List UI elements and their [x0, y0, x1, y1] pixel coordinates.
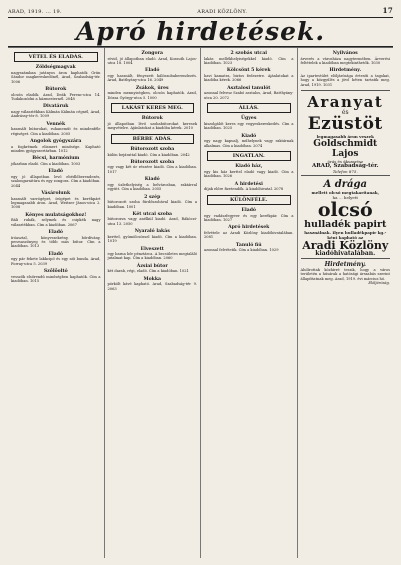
ad-text: Az ipartestület elöljárósága értesíti a tagokat, hogy a közgyűlés a jövő héten tartatik meg. Arad, 1919. 1031: [300, 73, 390, 87]
ad-title: Kényes mulatságokhoz!: [25, 212, 87, 218]
ad-title: Bécsi, harmónium: [32, 156, 80, 162]
ad-text: vesszők elsőrendű minőségben kaphatók. Cím a kiadóban. 1015: [11, 274, 101, 283]
ad-title: Zöldségmagvak: [35, 65, 76, 71]
ad-text: kiszolgálót keres egy vegyeskereskedés. Cím a kiadóban. 1025: [204, 121, 294, 131]
display-ad-line: Aranyat: [307, 93, 384, 112]
classified-ad: [11, 269, 101, 283]
ad-title: Két utcai szoba: [132, 211, 173, 217]
ad-text: egy használt, fényezett hálószobaberendezés. Arad, Batthyány-utca 16. 2049: [107, 73, 197, 83]
classified-ad: [204, 164, 294, 178]
header-date: ARAD, 1919. ... 19.: [8, 9, 62, 15]
ad-title: Szőlőoltó: [43, 269, 68, 275]
ad-text: két darab, régi, eladó. Cím a kiadóban. 1021: [107, 269, 189, 274]
classified-ad: [204, 86, 294, 100]
ad-title: Bútorozott szoba: [130, 147, 175, 153]
classified-ad: [11, 139, 101, 153]
official-notice: [301, 261, 391, 286]
ad-text: jókarban eladó. Cím a kiadóban. 1003: [11, 161, 81, 166]
classified-ad: [301, 68, 391, 87]
ad-title: Eladó: [145, 68, 160, 74]
ad-text: egy üzlethelyiség a belvárosban, raktárral együtt. Cím a kiadóban. 2055: [107, 182, 197, 192]
ad-title: Mokka: [143, 276, 161, 282]
classified-ad: [11, 104, 101, 118]
ad-text: minden mennyiségben, olcsón kaphatók. Arad, Dózsa György-utca 5. 1000: [107, 91, 197, 100]
section-title: Apró hirdetések.: [75, 17, 326, 46]
ad-text: pörkölt kávé kapható. Arad, Szabadság-tér 9. 2063: [107, 282, 197, 291]
column-2: [105, 48, 202, 558]
display-ad-line: Aradi Közlöny: [302, 239, 389, 253]
ad-text: bútorozva vagy anélkül kiadó. Arad, Rákóczi-utca 13. 2050: [107, 217, 197, 226]
display-ad-line: A drága: [323, 178, 367, 190]
ad-title: Bútorok: [45, 87, 67, 93]
classified-ad: [11, 252, 101, 266]
ad-text: jó állapotban lévő szobabútorokat keresek megvételre. Ajánlatokat a kiadóba kérek. 2010: [107, 121, 197, 131]
classified-ad: [108, 147, 198, 157]
classified-ad: [11, 65, 101, 84]
classified-ad: [108, 68, 198, 82]
display-ad-waste-paper: [301, 178, 391, 259]
ad-title: Bútorozott szoba: [130, 159, 175, 165]
ad-text: Báli ruhák, selymek és csipkék nagy választékban. Cím a kiadóban. 2067: [11, 218, 101, 227]
ad-text: egy vadászfegyver és egy kerékpár. Cím a kiadóban. 1027: [204, 213, 294, 222]
ad-title: 2 szobás utcai: [230, 51, 267, 56]
ad-title: Kiadó: [241, 133, 257, 139]
classified-ad: [204, 208, 294, 222]
classified-ad: [108, 177, 198, 191]
display-ad-line: és: [341, 109, 349, 117]
classified-ad: [108, 229, 198, 243]
ad-title: Vásárolunk: [41, 191, 71, 196]
ad-text: árverés a városháza nagytermében. Árverési feltételek a kiadóban megtekinthetők. 1030: [300, 56, 390, 65]
classified-ad: [204, 116, 294, 130]
ad-title: Kiadó ház,: [235, 164, 263, 170]
classified-ad: [108, 277, 198, 291]
classified-ad: [11, 122, 101, 136]
ad-title: A hirdetési: [234, 181, 263, 187]
ad-text: havi kamatra, biztos fedezetre. Ajánlatokat a kiadóba kérek. 2066: [204, 73, 294, 83]
classified-ad: [108, 247, 198, 261]
ad-title: Eladó: [48, 230, 63, 236]
display-ad-line: hulladék papirt: [304, 218, 387, 230]
classified-ad: [11, 87, 101, 101]
ad-title: Ügyes: [241, 116, 257, 122]
column-4: [298, 48, 394, 558]
classified-ad: [11, 230, 101, 249]
section-box-heading: BÉRBE ADÁS.: [111, 134, 195, 144]
ad-text: felvétele az Aradi Közlöny kiadóhivatalában. 2081: [204, 230, 294, 240]
ad-text: egy jó állapotban levő ebédlőberendezés, szalongarnitúra és egy zongora. Cím a kiadóban. 2044: [11, 174, 101, 188]
display-ad-line: ARAD, Szabadság-tér.: [311, 163, 379, 170]
classified-ad: [204, 134, 294, 148]
section-box-heading: KÜLÖNFÉLE.: [207, 195, 291, 205]
classified-ad: [108, 160, 198, 174]
ad-title: Kölcsönt 5 kérek: [226, 68, 271, 74]
ad-title: Nyilvános: [332, 51, 358, 56]
display-ad-line: használnak. Ilyen hulladékpapír kg.-ként kapható az: [304, 230, 387, 241]
ad-text: egy barna bőr pénztárca. A becsületes megtaláló jutalmat kap. Cím a kiadóban. 2060: [107, 252, 197, 261]
ad-text: külön bejárattal kiadó. Cím a kiadóban. 2042: [107, 152, 190, 157]
display-ad-line: olcsó: [317, 198, 373, 221]
classified-ad: [108, 86, 198, 100]
ad-title: Bútorok: [141, 116, 163, 122]
classified-ad: [11, 156, 101, 166]
notice-title: Hirdetmény.: [324, 260, 366, 268]
classified-ad: [11, 169, 101, 188]
ad-title: Eladó: [48, 251, 63, 257]
ad-title: Angolok gyógyszára: [30, 139, 82, 145]
ad-columns: [8, 47, 393, 558]
ad-title: Apró hirdetések: [228, 225, 270, 231]
classified-ad: [11, 191, 101, 210]
ad-title: Hirdetmény.: [329, 68, 362, 74]
ad-text: íróasztal, könyvszekrény, bőrdívány, perzsaszőnyeg és több más bútor. Cím a kiadóban. 1013: [11, 235, 101, 249]
header-paper-name: ARADI KÖZLÖNY.: [197, 9, 248, 15]
column-4-ads: [301, 51, 391, 87]
ad-text: használt bútorokat, ruhaneműt és mindenféle régiséget. Cím a kiadóban. 2005: [11, 127, 101, 136]
ad-text: olcsón eladók. Arad, Deák Ferenc-utca 14. Tudakozódni a házmesternél. 2048: [11, 92, 101, 102]
ad-text: azonnal felvesz Szabó asztalos, Arad, Batthyány-utca 20. 2072: [204, 91, 294, 100]
ad-text: azonnal felvétetik. Cím a kiadóban. 1029: [204, 248, 279, 253]
display-ad-line: ha ... helyett: [332, 194, 358, 200]
ad-text: egy pár fekete lakkcipő és egy női bunda. Arad, Forray-utca 5. 2039: [11, 257, 101, 266]
ad-text: használt varrógépet, írógépet és kerékpárt legmagasabb áron. Arad, Weitzer János-utca 2. 1008: [11, 196, 101, 210]
ad-title: Asztalosi tanulót: [227, 85, 271, 91]
ad-title: 2 szép: [144, 194, 161, 200]
ad-title: Zsákok, üres: [135, 85, 169, 91]
ad-text: a fogkrémek elismert minősége. Kapható minden gyógyszertárban. 1012: [11, 144, 101, 153]
notice-text: Alulírottak közhírré teszik, hogy a város területén a húsárak a hatósági árszabás szerint állapíttatnak meg. Arad, 1919. évi március hó.: [300, 267, 390, 281]
display-ad-line: mellett olcsó megtakarítanak,: [311, 189, 379, 195]
ad-title: Vennék: [46, 121, 66, 127]
classified-ad: [204, 51, 294, 65]
classified-ad: [108, 51, 198, 65]
page-number: 17: [382, 6, 393, 15]
classified-ad: [108, 264, 198, 274]
classified-ad: [204, 243, 294, 253]
classified-ad: [108, 195, 198, 209]
section-box-heading: LAKÁST KERES MEG.: [111, 103, 195, 113]
ad-title: Kiadó: [144, 177, 160, 183]
ad-text: kerttel, gyümölcsössel kiadó. Cím a kiadóban. 1019: [107, 234, 197, 244]
classified-ad: [108, 212, 198, 226]
column-3: [201, 48, 298, 558]
ad-text: lakás mellékhelyiségekkel kiadó. Cím a kiadóban. 1023: [204, 56, 294, 65]
ad-title: Nyaraló lakás: [134, 229, 170, 235]
ad-title: Eladó: [48, 169, 63, 175]
classified-ad: [11, 213, 101, 227]
ad-text: nagy választékban Kálmán Kálmán cégnél, Arad, Andrássy-tér 8. 1009: [11, 109, 101, 119]
section-box-heading: INGATLAN.: [207, 151, 291, 161]
ad-text: egy vagy két úr részére kiadó. Cím a kiadóban. 1017: [107, 165, 197, 174]
display-ad-line: legmagasabb áron veszek: [316, 134, 374, 140]
ad-text: díjak előre fizetendők. A kiadóhivatal. 2078: [204, 187, 284, 192]
ad-title: Ázsiai bútor: [136, 263, 168, 269]
display-ad-line: kiadóhivatalában.: [315, 250, 376, 258]
notice-signature: Elöljáróság.: [368, 280, 390, 285]
ad-title: Tanuló fiú: [235, 242, 262, 248]
classified-ad: [301, 51, 391, 65]
column-1: [8, 48, 105, 558]
display-ad-line: Ezüstöt: [307, 114, 383, 135]
display-ad-line: Goldschmidt Lajos: [313, 139, 378, 160]
classified-ad: [108, 116, 198, 130]
ad-text: rövid, jó állapotban eladó. Arad, Kossuth Lajos-utca 18. 1004: [107, 56, 197, 65]
ad-text: egy nagy kapualj, műhelynek vagy raktárnak alkalmas. Cím a kiadóban. 2074: [204, 139, 294, 148]
ad-text: egy kis ház kerttel eladó vagy kiadó. Cím a kiadóban. 1026: [204, 169, 294, 179]
display-ad-line: órás és ékszerész: [327, 159, 363, 165]
ad-text: nagyszámban jutányos áron kaphatók Grün Sándor magkereskedőnél, Arad, Szabadság-tér. 1006: [11, 70, 101, 84]
classified-ad: [204, 182, 294, 192]
classified-ad: [204, 68, 294, 82]
ad-title: Zongora: [141, 51, 163, 56]
ad-title: Divatáruk: [43, 104, 69, 110]
classified-ad: [204, 225, 294, 239]
display-ad-line: Telefon 875.: [332, 168, 358, 174]
ad-text: bútorozott szoba fürdőszobával kiadó. Cím a kiadóban. 1001: [107, 200, 197, 209]
section-box-heading: VÉTEL ÉS ELADÁS.: [14, 52, 98, 62]
ad-title: Elveszett: [140, 246, 164, 252]
section-box-heading: ÁLLÁS.: [207, 103, 291, 113]
ad-title: Eladó: [241, 208, 256, 213]
display-ad-gold-silver: [301, 90, 391, 176]
